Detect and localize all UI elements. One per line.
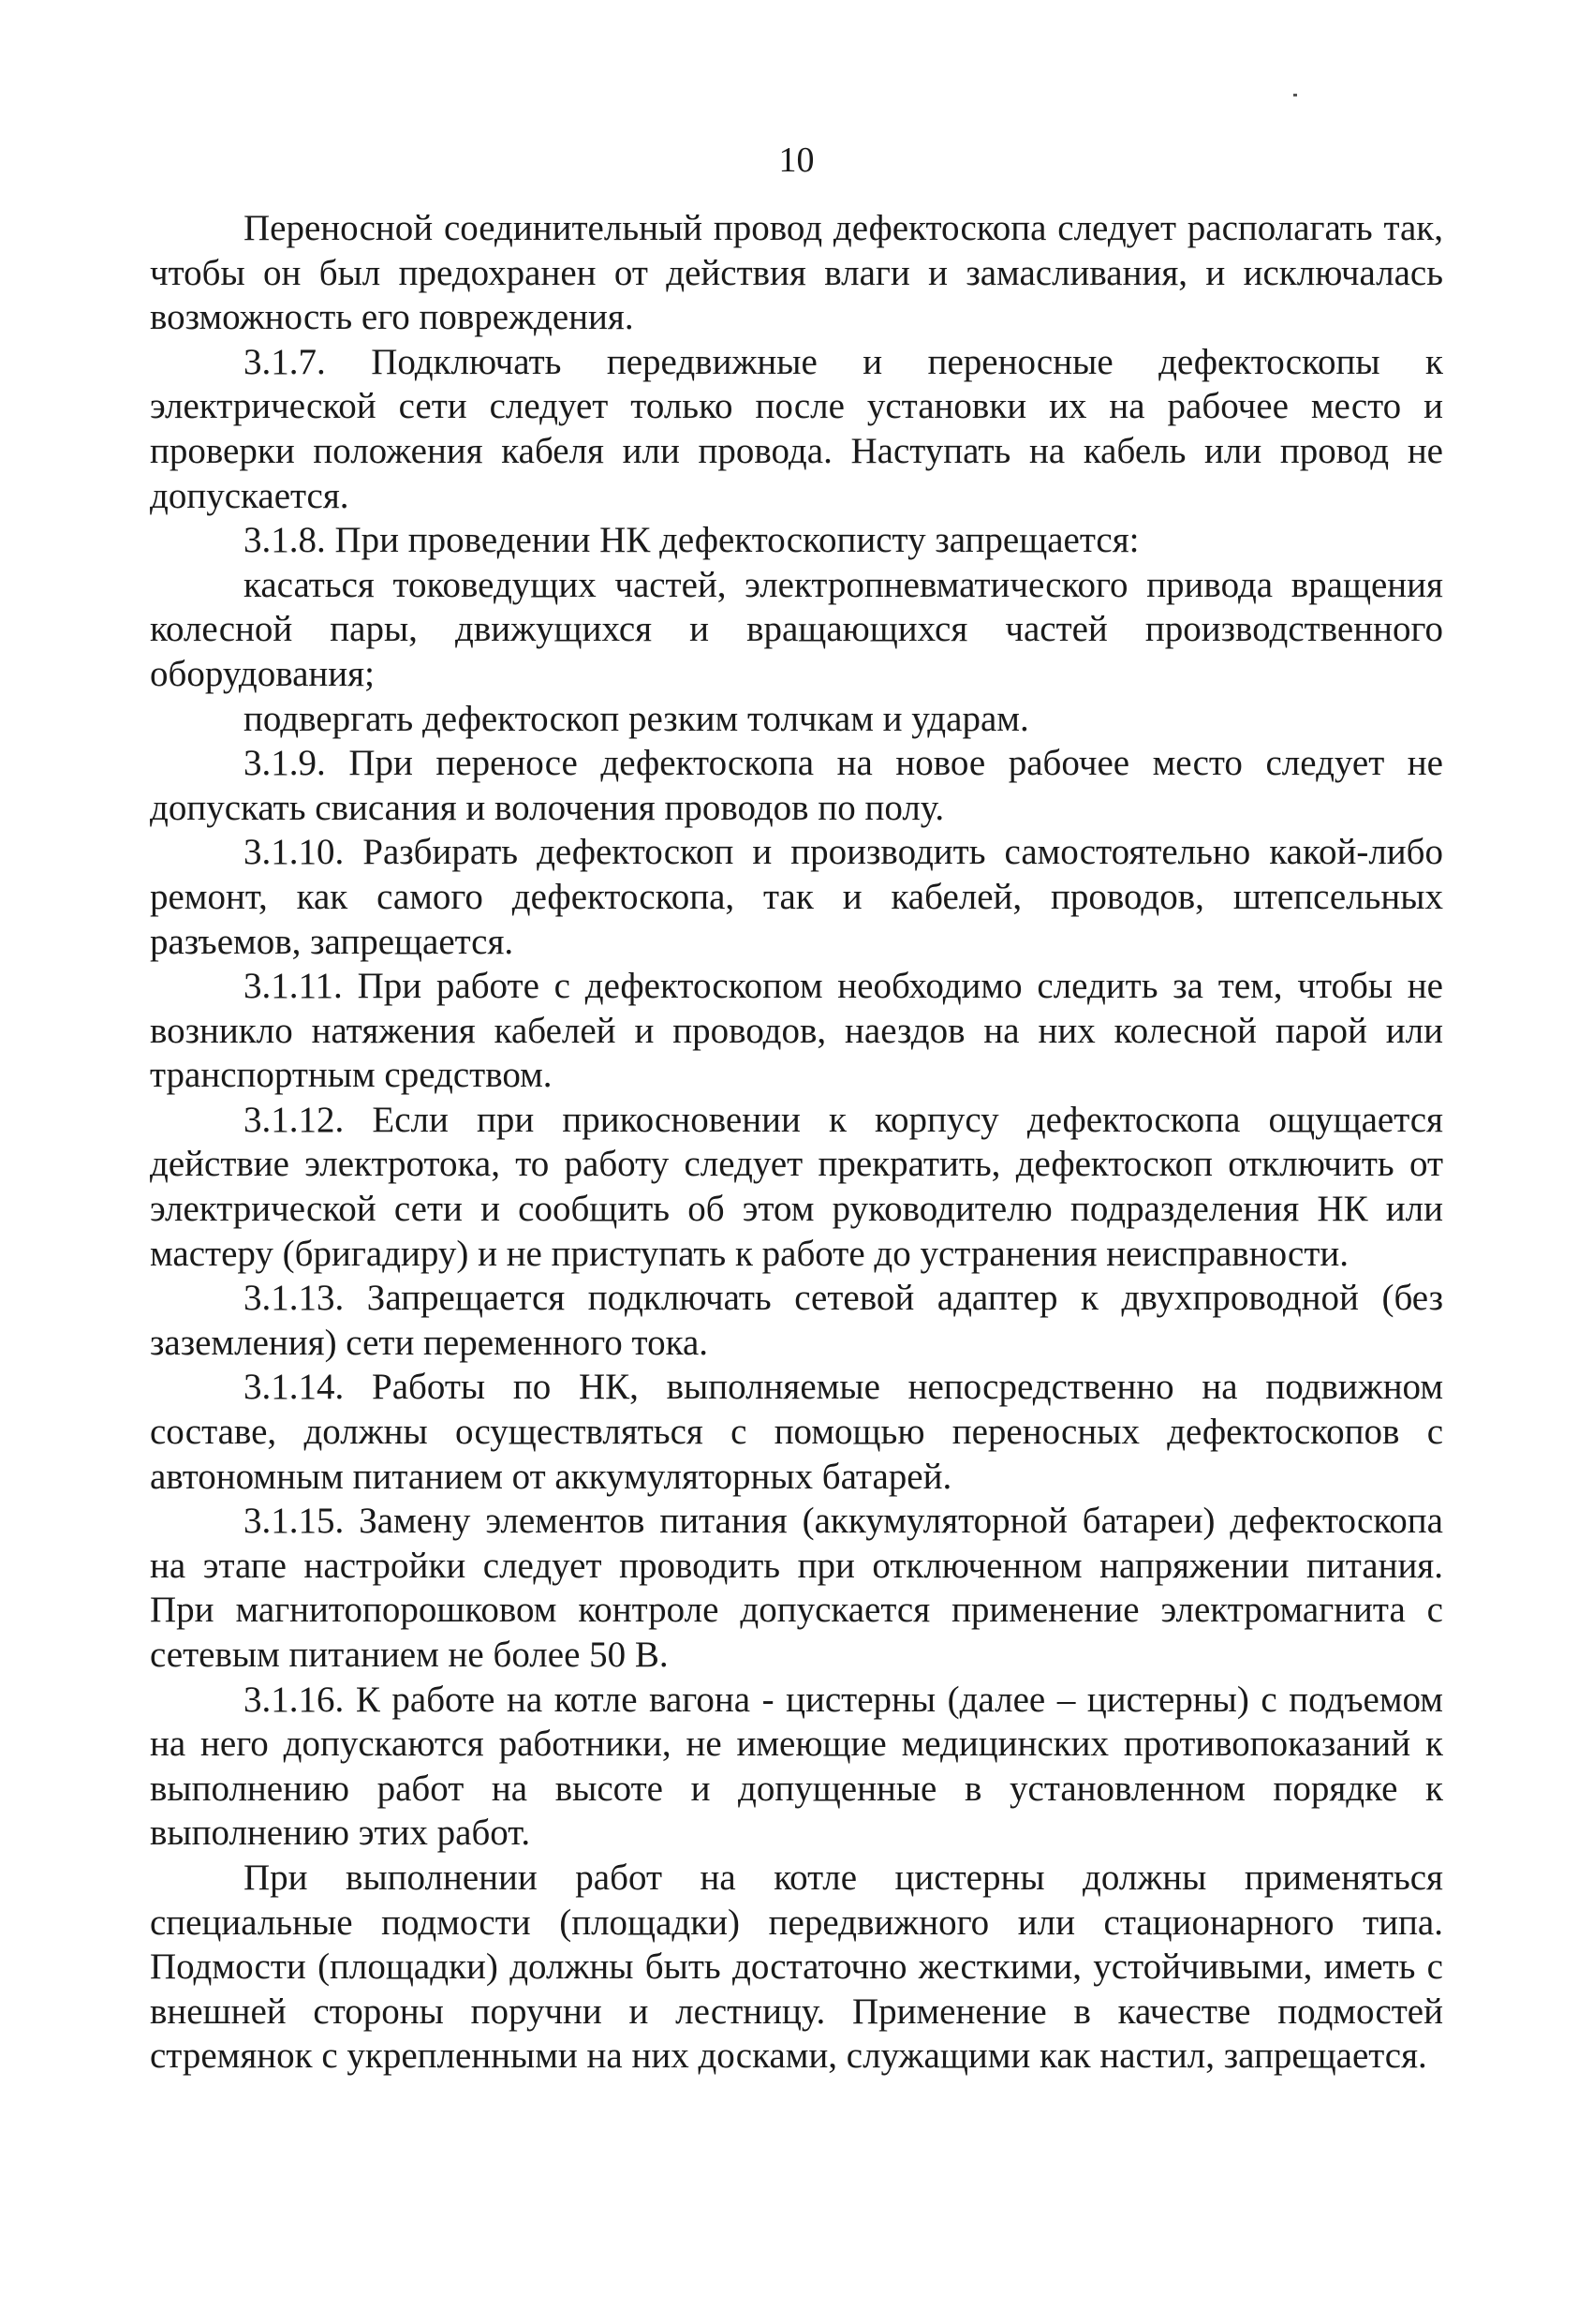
- paragraph-3-1-12: 3.1.12. Если при прикосновении к корпусу дефектоскопа ощущается действие электротока, то работу следует прекратить, дефектоскоп отключить от электрической сети и сообщить об этом руководителю подразделения НК или мастеру (бригадиру) и не приступать к работе до устранения неисправности.: [150, 1099, 1443, 1274]
- scan-speck-mark: [1293, 94, 1297, 96]
- paragraph-platform-requirements: При выполнении работ на котле цистерны должны применяться специальные подмости (площадки) передвижного или стационарного типа. Подмости (площадки) должны быть достаточно жесткими, устойчивыми, иметь с внешней стороны поручни и лестницу. Применение в качестве подмостей стремянок с укрепленными на них досками, служащими как настил, запрещается.: [150, 1857, 1443, 2077]
- paragraph-3-1-11: 3.1.11. При работе с дефектоскопом необходимо следить за тем, чтобы не возникло натяжения кабелей и проводов, наездов на них колесной парой или транспортным средством.: [150, 966, 1443, 1096]
- paragraph-3-1-10: 3.1.10. Разбирать дефектоскоп и производить самостоятельно какой-либо ремонт, как самого дефектоскопа, так и кабелей, проводов, штепсельных разъемов, запрещается.: [150, 832, 1443, 962]
- paragraph-3-1-8: 3.1.8. При проведении НК дефектоскописту запрещается:: [243, 520, 1140, 561]
- document-body: [150, 206, 1443, 2079]
- paragraph-3-1-15: 3.1.15. Замену элементов питания (аккумуляторной батареи) дефектоскопа на этапе настройки следует проводить при отключенном напряжении питания. При магнитопорошковом контроле допускается применение электромагнита с сетевым питанием не более 50 В.: [150, 1501, 1443, 1675]
- paragraph-3-1-7: 3.1.7. Подключать передвижные и переносные дефектоскопы к электрической сети следует только после установки их на рабочее место и проверки положения кабеля или провода. Наступать на кабель или провод не допускается.: [150, 341, 1443, 516]
- paragraph-3-1-16: 3.1.16. К работе на котле вагона - цистерны (далее – цистерны) с подъемом на него допускаются работники, не имеющие медицинских противопоказаний к выполнению работ на высоте и допущенные в установленном порядке к выполнению этих работ.: [150, 1679, 1443, 1854]
- paragraph-3-1-14: 3.1.14. Работы по НК, выполняемые непосредственно на подвижном составе, должны осуществляться с помощью переносных дефектоскопов с автономным питанием от аккумуляторных батарей.: [150, 1367, 1443, 1497]
- paragraph-3-1-9: 3.1.9. При переносе дефектоскопа на новое рабочее место следует не допускать свисания и волочения проводов по полу.: [150, 743, 1443, 828]
- paragraph-3-1-8-item-1: касаться токоведущих частей, электропневматического привода вращения колесной пары, движущихся и вращающихся частей производственного оборудования;: [150, 564, 1443, 694]
- page-number: 10: [778, 141, 815, 180]
- paragraph-3-1-13: 3.1.13. Запрещается подключать сетевой адаптер к двухпроводной (без заземления) сети переменного тока.: [150, 1278, 1443, 1363]
- paragraph-cable-placement: Переносной соединительный провод дефектоскопа следует располагать так, чтобы он был предохранен от действия влаги и замасливания, и исключалась возможность его повреждения.: [150, 208, 1443, 338]
- paragraph-3-1-8-item-2: подвергать дефектоскоп резким толчкам и ударам.: [243, 698, 1029, 739]
